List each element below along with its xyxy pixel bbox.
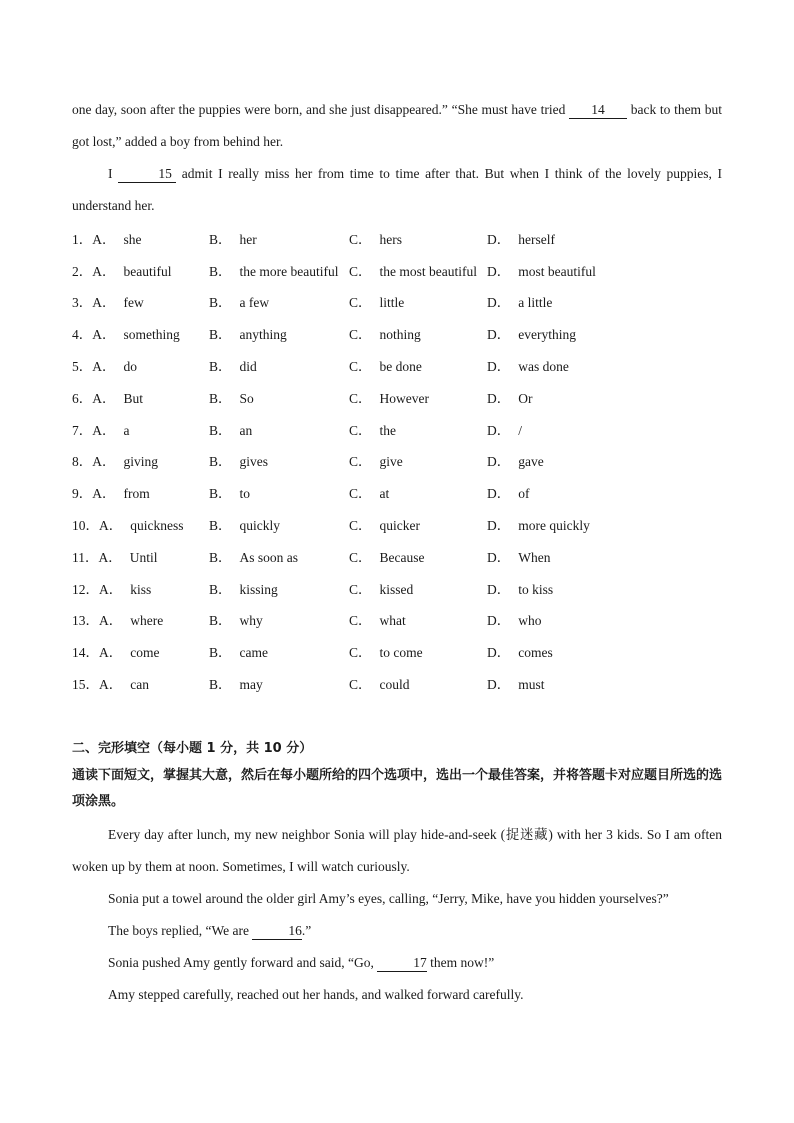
question-row xyxy=(72,381,722,413)
option-letter: A． xyxy=(99,581,123,597)
question-row xyxy=(72,476,722,508)
option-letter: B． xyxy=(209,645,232,661)
question-row xyxy=(72,286,722,318)
option-b xyxy=(209,387,349,407)
question-row xyxy=(72,349,722,381)
option-text: Until xyxy=(129,549,158,565)
option-letter: D． xyxy=(487,518,511,534)
option-text: herself xyxy=(518,231,555,247)
option-letter: A． xyxy=(92,454,116,470)
option-d xyxy=(487,546,607,566)
option-c xyxy=(349,450,487,470)
option-letter: C． xyxy=(349,327,372,343)
option-text: what xyxy=(379,613,406,629)
option-text: where xyxy=(130,613,164,629)
question-number: 1． xyxy=(72,231,93,247)
option-text: her xyxy=(239,231,257,247)
option-text: come xyxy=(130,645,160,661)
option-c xyxy=(349,482,487,502)
cloze-paragraph-2: Sonia put a towel around the older girl Amy’s eyes, calling, “Jerry, Mike, have you hidden yourselves?” xyxy=(108,890,669,906)
option-c xyxy=(349,228,487,248)
option-text: few xyxy=(123,295,144,311)
question-number: 8． xyxy=(72,454,93,470)
blank-17: 17 xyxy=(377,955,427,972)
option-letter: B． xyxy=(209,549,232,565)
passage-text: Sonia pushed Amy gently forward and said, “Go, xyxy=(108,954,378,970)
option-a xyxy=(72,228,209,248)
question-row xyxy=(72,317,722,349)
option-d xyxy=(487,260,607,280)
option-text: anything xyxy=(239,327,287,343)
question-number: 10． xyxy=(72,518,99,534)
option-text: gives xyxy=(239,454,269,470)
option-text: As soon as xyxy=(239,549,299,565)
option-letter: A． xyxy=(92,422,116,438)
option-letter: B． xyxy=(209,295,232,311)
question-row xyxy=(72,572,722,604)
option-d xyxy=(487,482,607,502)
option-text: why xyxy=(239,613,263,629)
option-letter: B． xyxy=(209,422,232,438)
option-b xyxy=(209,641,349,661)
option-letter: B． xyxy=(209,359,232,375)
question-number: 5． xyxy=(72,359,93,375)
option-text: something xyxy=(123,327,180,343)
option-text: may xyxy=(239,677,263,693)
question-number: 11． xyxy=(72,549,99,565)
question-number: 6． xyxy=(72,390,93,406)
option-b xyxy=(209,514,349,534)
option-b xyxy=(209,546,349,566)
question-number: 2． xyxy=(72,263,93,279)
option-text: can xyxy=(130,677,149,693)
option-letter: C． xyxy=(349,263,372,279)
blank-14: 14 xyxy=(569,102,627,119)
option-letter: B． xyxy=(209,677,232,693)
option-text: quickness xyxy=(130,518,184,534)
option-text: However xyxy=(379,390,429,406)
option-b xyxy=(209,609,349,629)
option-text: kissed xyxy=(379,581,414,597)
option-a xyxy=(72,291,209,311)
option-letter: B． xyxy=(209,454,232,470)
question-row xyxy=(72,667,722,699)
option-letter: A． xyxy=(92,327,116,343)
question-number: 15． xyxy=(72,677,99,693)
passage-text: admit I really miss her from time to time after that. But when I think of the lovely puppies, I understand her. xyxy=(72,166,722,213)
passage-text: .” xyxy=(301,922,312,938)
option-text: So xyxy=(239,390,254,406)
option-text: must xyxy=(518,677,545,693)
option-d xyxy=(487,387,607,407)
option-b xyxy=(209,323,349,343)
option-letter: C． xyxy=(349,390,372,406)
option-text: she xyxy=(123,231,142,247)
option-letter: B． xyxy=(209,518,232,534)
section-instruction: 通读下面短文，掌握其大意，然后在每小题所给的四个选项中，选出一个最佳答案，并将答题卡对应题目所选的选项涂黑。 xyxy=(72,767,723,809)
option-c xyxy=(349,323,487,343)
option-text: could xyxy=(379,677,410,693)
option-c xyxy=(349,419,487,439)
option-letter: A． xyxy=(99,518,123,534)
option-text: beautiful xyxy=(123,263,172,279)
option-letter: D． xyxy=(487,581,511,597)
cloze-passage xyxy=(72,819,722,1011)
question-number: 12． xyxy=(72,581,99,597)
option-letter: D． xyxy=(487,677,511,693)
option-a xyxy=(72,450,209,470)
option-letter: A． xyxy=(92,390,116,406)
option-text: a xyxy=(123,422,130,438)
option-letter: B． xyxy=(209,263,232,279)
option-c xyxy=(349,641,487,661)
option-letter: A． xyxy=(92,295,116,311)
option-a xyxy=(72,387,209,407)
option-b xyxy=(209,355,349,375)
option-text: to kiss xyxy=(518,581,554,597)
question-row xyxy=(72,222,722,254)
option-letter: C． xyxy=(349,359,372,375)
option-b xyxy=(209,673,349,693)
option-text: quicker xyxy=(379,518,420,534)
option-letter: C． xyxy=(349,231,372,247)
passage-paragraph-2 xyxy=(72,158,722,222)
option-a xyxy=(72,609,209,629)
option-text: most beautiful xyxy=(518,263,596,279)
option-text: to xyxy=(239,486,251,502)
option-text: quickly xyxy=(239,518,281,534)
option-text: everything xyxy=(518,327,576,343)
option-letter: D． xyxy=(487,486,511,502)
cloze-paragraph-1: Every day after lunch, my new neighbor Sonia will play hide-and-seek (捉迷藏) with her 3 kids. So I am often woken up by them at noon. Sometimes, I will watch curiously. xyxy=(72,826,722,874)
option-letter: A． xyxy=(92,263,116,279)
option-text: But xyxy=(123,390,144,406)
option-text: Or xyxy=(518,390,533,406)
option-letter: C． xyxy=(349,677,372,693)
option-letter: D． xyxy=(487,422,511,438)
option-c xyxy=(349,260,487,280)
option-letter: B． xyxy=(209,581,232,597)
option-text: an xyxy=(239,422,253,438)
option-d xyxy=(487,641,607,661)
option-letter: A． xyxy=(92,486,116,502)
option-text: giving xyxy=(123,454,159,470)
option-d xyxy=(487,291,607,311)
option-c xyxy=(349,578,487,598)
option-a xyxy=(72,673,209,693)
section-title: 二、完形填空（每小题 1 分，共 10 分） xyxy=(72,740,313,756)
option-letter: A． xyxy=(99,677,123,693)
option-text: the xyxy=(379,422,397,438)
passage-paragraph-1 xyxy=(72,94,722,158)
option-letter: C． xyxy=(349,422,372,438)
option-letter: C． xyxy=(349,518,372,534)
blank-16: 16 xyxy=(252,923,302,940)
option-letter: C． xyxy=(349,549,372,565)
question-row xyxy=(72,508,722,540)
option-text: was done xyxy=(518,359,569,375)
option-b xyxy=(209,291,349,311)
option-letter: C． xyxy=(349,295,372,311)
option-a xyxy=(72,260,209,280)
option-text: kissing xyxy=(239,581,278,597)
blank-15: 15 xyxy=(118,166,176,183)
question-number: 4． xyxy=(72,327,93,343)
option-text: comes xyxy=(518,645,553,661)
passage-text: The boys replied, “We are xyxy=(108,922,253,938)
question-row xyxy=(72,635,722,667)
option-letter: D． xyxy=(487,263,511,279)
option-letter: B． xyxy=(209,327,232,343)
option-letter: D． xyxy=(487,295,511,311)
question-row xyxy=(72,413,722,445)
option-letter: D． xyxy=(487,327,511,343)
option-text: did xyxy=(239,359,257,375)
document-page xyxy=(72,94,722,1011)
option-d xyxy=(487,355,607,375)
passage-text: them now!” xyxy=(426,954,495,970)
option-letter: D． xyxy=(487,549,511,565)
option-letter: D． xyxy=(487,645,511,661)
option-letter: A． xyxy=(99,645,123,661)
option-b xyxy=(209,482,349,502)
option-text: came xyxy=(239,645,268,661)
option-text: do xyxy=(123,359,137,375)
option-text: Because xyxy=(379,549,425,565)
option-text: from xyxy=(123,486,150,502)
question-number: 14． xyxy=(72,645,99,661)
option-letter: C． xyxy=(349,486,372,502)
question-row xyxy=(72,540,722,572)
option-letter: D． xyxy=(487,359,511,375)
option-letter: D． xyxy=(487,454,511,470)
option-text: be done xyxy=(379,359,422,375)
question-number: 7． xyxy=(72,422,93,438)
option-a xyxy=(72,419,209,439)
option-a xyxy=(72,482,209,502)
option-d xyxy=(487,323,607,343)
option-text: a few xyxy=(239,295,270,311)
option-text: give xyxy=(379,454,403,470)
option-letter: B． xyxy=(209,231,232,247)
option-d xyxy=(487,419,607,439)
option-a xyxy=(72,578,209,598)
options-list xyxy=(72,222,722,699)
option-c xyxy=(349,514,487,534)
cloze-paragraph-3 xyxy=(72,915,722,947)
option-text: who xyxy=(518,613,542,629)
option-d xyxy=(487,228,607,248)
passage-text: I xyxy=(108,166,119,181)
option-a xyxy=(72,355,209,375)
option-letter: A． xyxy=(99,613,123,629)
option-letter: D． xyxy=(487,613,511,629)
option-letter: B． xyxy=(209,486,232,502)
option-b xyxy=(209,578,349,598)
option-letter: A． xyxy=(92,359,116,375)
question-number: 9． xyxy=(72,486,93,502)
option-letter: D． xyxy=(487,231,511,247)
option-d xyxy=(487,673,607,693)
option-text: gave xyxy=(518,454,544,470)
option-d xyxy=(487,578,607,598)
option-text: to come xyxy=(379,645,423,661)
option-c xyxy=(349,387,487,407)
option-a xyxy=(72,514,209,534)
option-text: more quickly xyxy=(518,518,590,534)
question-row xyxy=(72,254,722,286)
option-letter: B． xyxy=(209,613,232,629)
option-letter: A． xyxy=(92,231,116,247)
option-text: hers xyxy=(379,231,403,247)
option-b xyxy=(209,260,349,280)
question-row xyxy=(72,604,722,636)
option-letter: A． xyxy=(98,549,122,565)
option-a xyxy=(72,641,209,661)
cloze-paragraph-5: Amy stepped carefully, reached out her hands, and walked forward carefully. xyxy=(108,986,524,1002)
option-letter: B． xyxy=(209,390,232,406)
option-text: When xyxy=(518,549,551,565)
option-letter: C． xyxy=(349,645,372,661)
option-c xyxy=(349,291,487,311)
option-text: little xyxy=(379,295,405,311)
option-b xyxy=(209,228,349,248)
option-b xyxy=(209,419,349,439)
option-c xyxy=(349,546,487,566)
option-text: / xyxy=(518,422,523,438)
option-letter: C． xyxy=(349,613,372,629)
option-d xyxy=(487,450,607,470)
passage-text: back to them but got lost,” added a boy from behind her. xyxy=(72,102,722,149)
option-letter: D． xyxy=(487,390,511,406)
option-a xyxy=(72,323,209,343)
option-letter: C． xyxy=(349,454,372,470)
option-d xyxy=(487,514,607,534)
option-c xyxy=(349,673,487,693)
option-c xyxy=(349,609,487,629)
cloze-paragraph-4 xyxy=(72,947,722,979)
question-number: 3． xyxy=(72,295,93,311)
passage-text: one day, soon after the puppies were born, and she just disappeared.” “She must have tried xyxy=(72,102,570,117)
option-a xyxy=(72,546,209,566)
option-text: the most beautiful xyxy=(379,263,477,279)
option-letter: C． xyxy=(349,581,372,597)
option-text: of xyxy=(518,486,530,502)
option-b xyxy=(209,450,349,470)
question-number: 13． xyxy=(72,613,99,629)
option-d xyxy=(487,609,607,629)
option-text: the more beautiful xyxy=(239,263,339,279)
option-text: at xyxy=(379,486,390,502)
question-row xyxy=(72,445,722,477)
option-text: a little xyxy=(518,295,553,311)
option-text: kiss xyxy=(130,581,152,597)
option-text: nothing xyxy=(379,327,421,343)
option-c xyxy=(349,355,487,375)
